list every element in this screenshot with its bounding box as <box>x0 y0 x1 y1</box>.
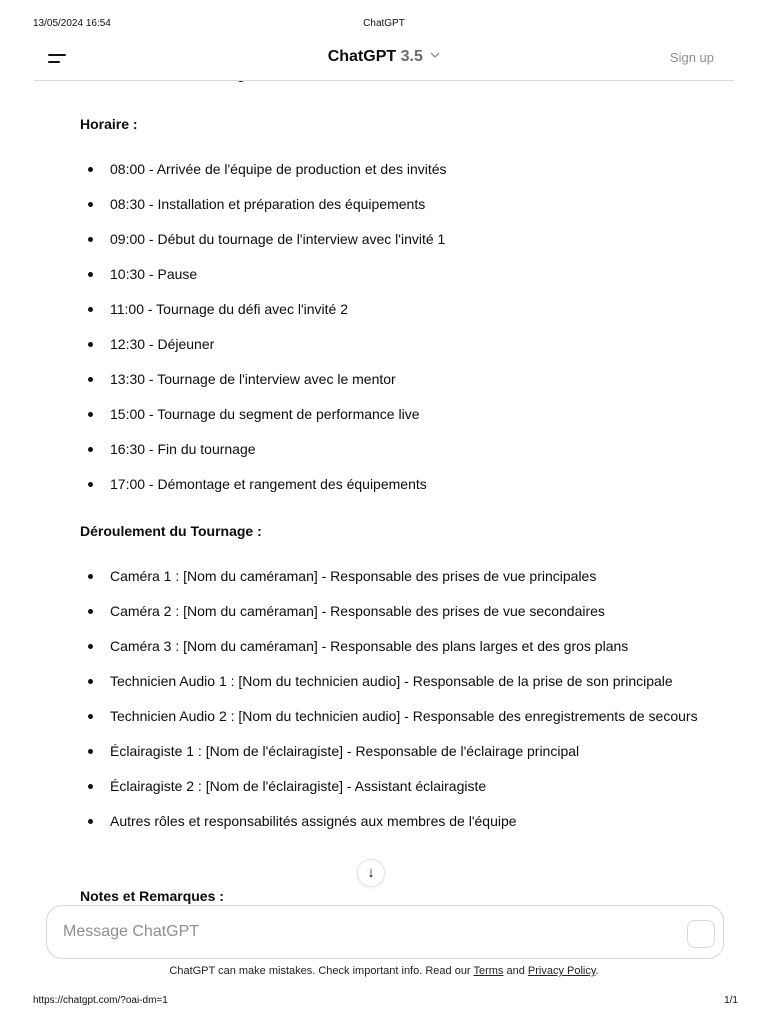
print-datetime: 13/05/2024 16:54 <box>33 18 111 29</box>
terms-link[interactable]: Terms <box>473 965 504 977</box>
list-item: Autres rôles et responsabilités assignés aux membres de l'équipe <box>80 807 720 835</box>
disclaimer-and: and <box>503 965 528 977</box>
list-item: 12:30 - Déjeuner <box>80 330 720 358</box>
message-input[interactable] <box>61 918 665 946</box>
list-item: Caméra 2 : [Nom du caméraman] - Responsable des prises de vue secondaires <box>80 597 720 625</box>
section-title-horaire: Horaire : <box>80 116 138 132</box>
model-switcher-button[interactable] <box>328 48 441 65</box>
arrow-down-icon[interactable]: ↓ <box>357 859 385 887</box>
section-title-deroulement: Déroulement du Tournage : <box>80 523 262 539</box>
list-item: 09:00 - Début du tournage de l'interview avec l'invité 1 <box>80 225 720 253</box>
list-item: Caméra 1 : [Nom du caméraman] - Responsable des prises de vue principales <box>80 562 720 590</box>
list-item: 08:00 - Arrivée de l'équipe de production et des invités <box>80 155 720 183</box>
model-name: ChatGPT <box>327 48 397 65</box>
message-composer <box>46 905 724 959</box>
print-header <box>0 18 768 32</box>
list-item: 11:00 - Tournage du défi avec l'invité 2 <box>80 295 720 323</box>
print-url: https://chatgpt.com/?oai-dm=1 <box>33 995 168 1006</box>
list-item: 17:00 - Démontage et rangement des équipements <box>80 470 720 498</box>
disclaimer <box>0 965 768 977</box>
list-item: 08:30 - Installation et préparation des équipements <box>80 190 720 218</box>
send-icon[interactable] <box>687 920 715 948</box>
chevron-down-icon <box>430 50 440 60</box>
model-switcher <box>34 48 734 66</box>
section-title-notes: Notes et Remarques : <box>80 888 224 904</box>
list-item: 13:30 - Tournage de l'interview avec le mentor <box>80 365 720 393</box>
list-item: 15:00 - Tournage du segment de performance live <box>80 400 720 428</box>
list-item: Éclairagiste 1 : [Nom de l'éclairagiste] - Responsable de l'éclairage principal <box>80 737 720 765</box>
app-header <box>34 38 734 81</box>
chat-message <box>80 114 720 904</box>
list-item: Éclairagiste 2 : [Nom de l'éclairagiste] - Assistant éclairagiste <box>80 772 720 800</box>
list-item: Technicien Audio 2 : [Nom du technicien audio] - Responsable des enregistrements de secours <box>80 702 720 730</box>
deroulement-list <box>80 562 720 842</box>
disclaimer-text: ChatGPT can make mistakes. Check important info. Read our <box>169 965 474 977</box>
privacy-policy-link[interactable]: Privacy Policy <box>527 965 596 977</box>
horaire-list <box>80 155 720 505</box>
menu-icon[interactable] <box>48 52 68 66</box>
list-item: 16:30 - Fin du tournage <box>80 435 720 463</box>
sign-up-button[interactable]: Sign up <box>669 50 714 65</box>
disclaimer-suffix: . <box>595 965 599 977</box>
print-title: ChatGPT <box>363 18 405 29</box>
list-item: Caméra 3 : [Nom du caméraman] - Responsable des plans larges et des gros plans <box>80 632 720 660</box>
list-item: 10:30 - Pause <box>80 260 720 288</box>
list-item: Technicien Audio 1 : [Nom du technicien audio] - Responsable de la prise de son principale <box>80 667 720 695</box>
model-version: 3.5 <box>400 48 423 65</box>
print-page-number: 1/1 <box>724 995 738 1006</box>
